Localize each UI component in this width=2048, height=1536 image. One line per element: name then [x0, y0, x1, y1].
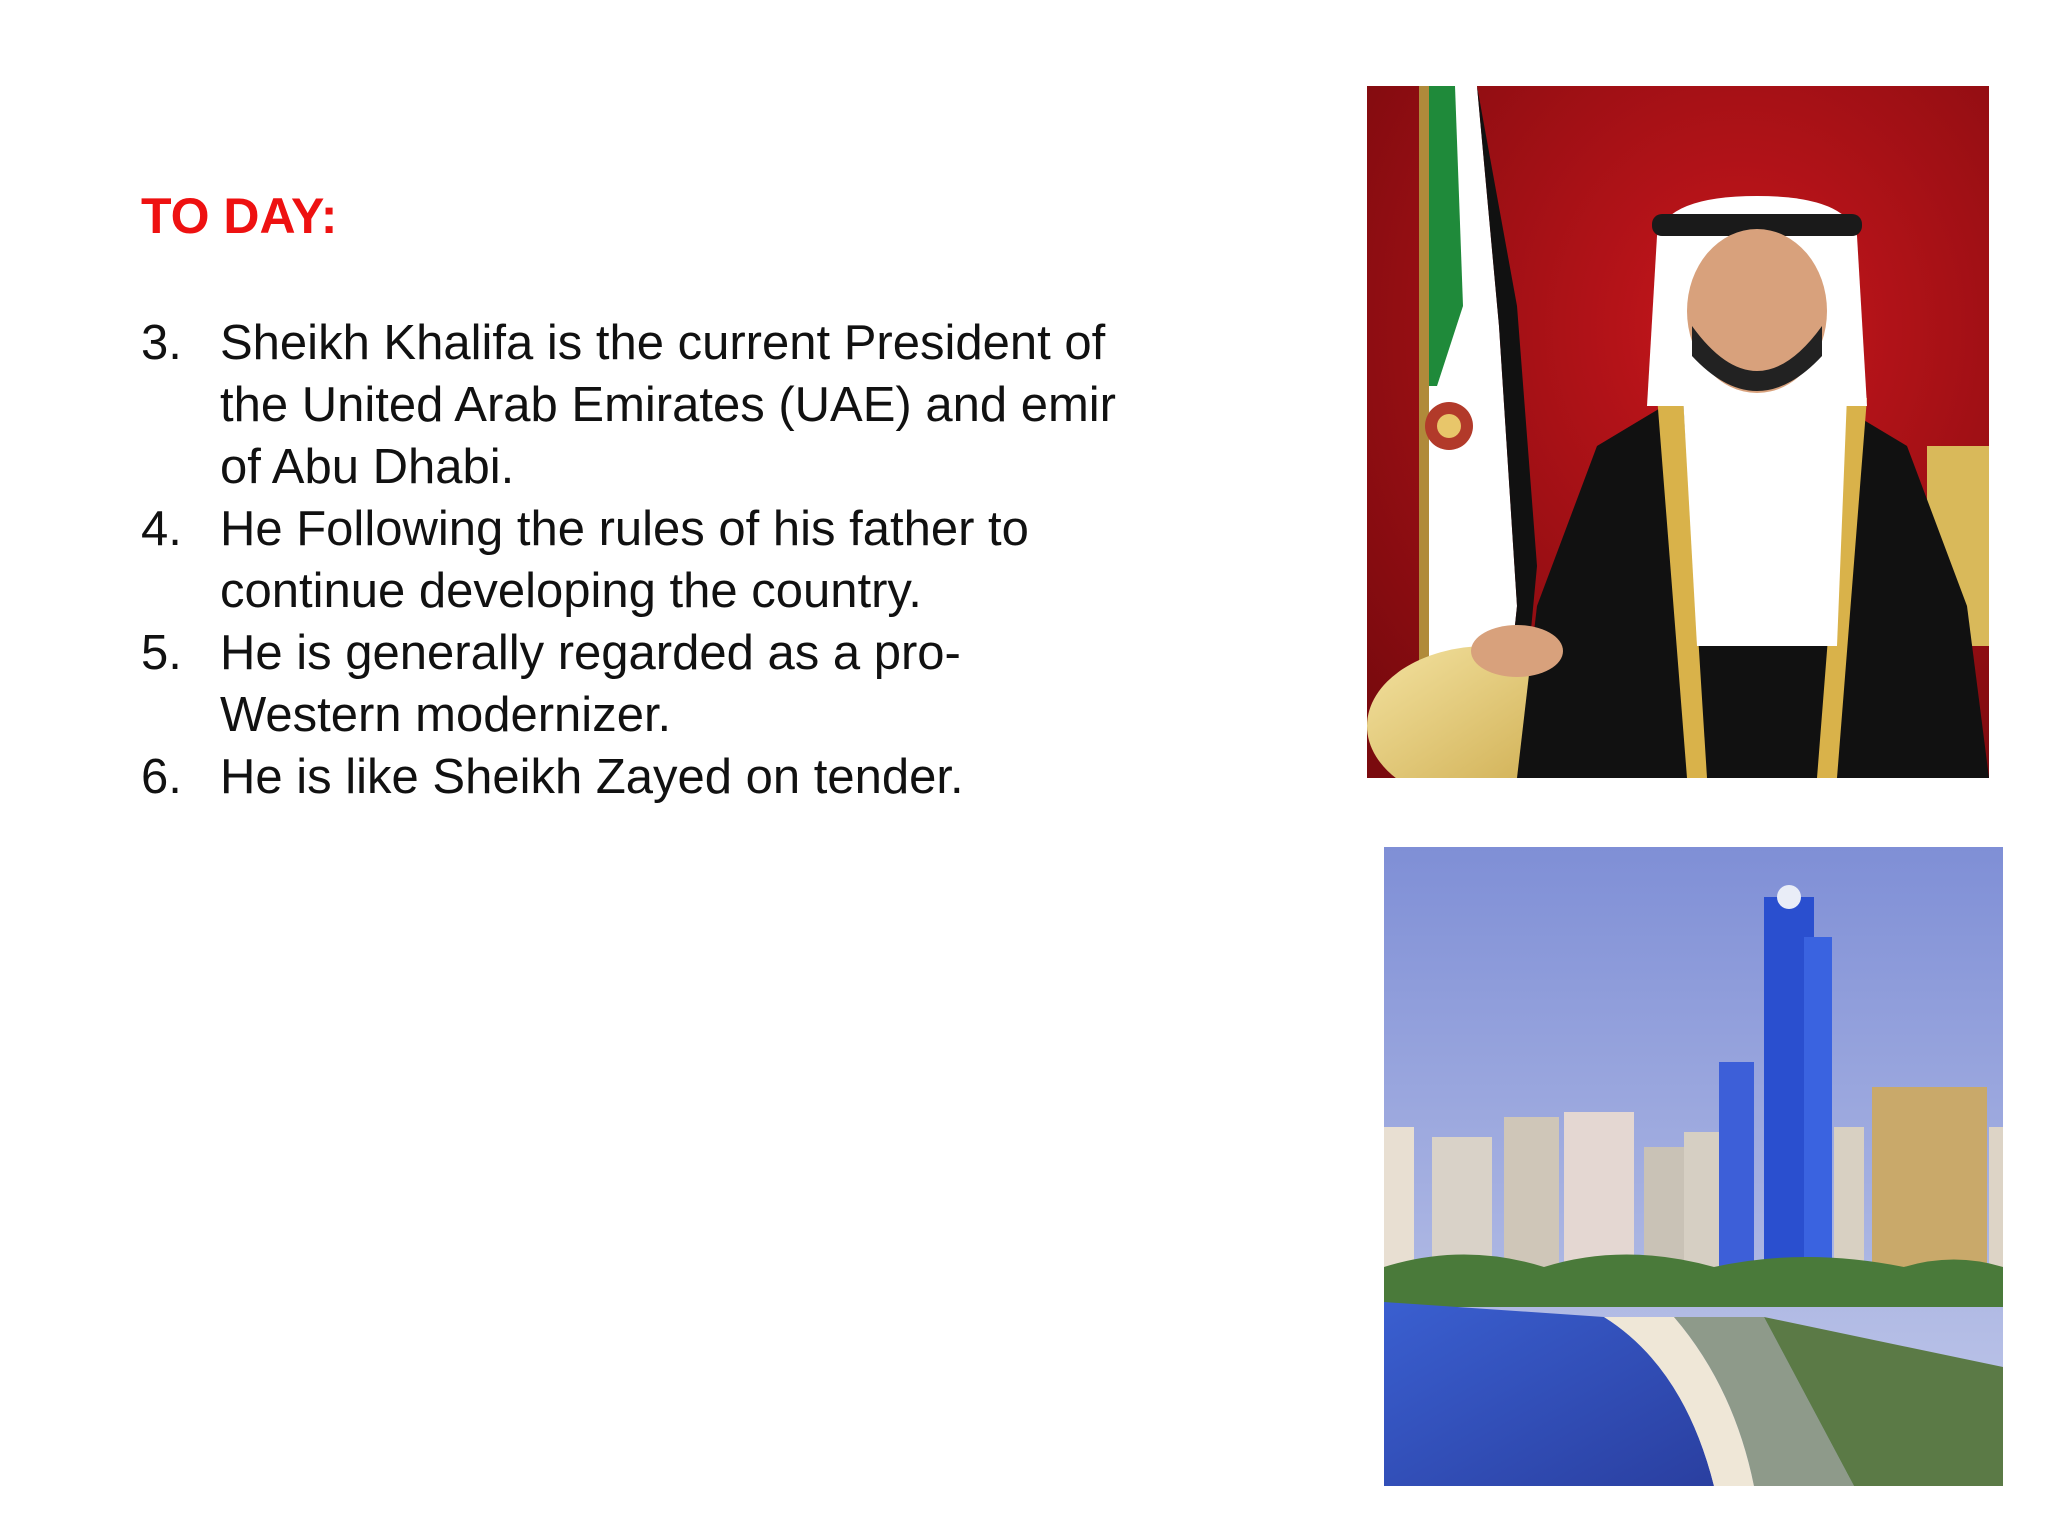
list-item	[141, 498, 1141, 622]
list-item-number: 6.	[141, 750, 182, 804]
skyline-photo	[1384, 847, 2003, 1486]
list-item-number: 3.	[141, 316, 182, 370]
list-item-number: 5.	[141, 626, 182, 680]
portrait-photo	[1367, 86, 1989, 778]
list-item	[141, 622, 1141, 746]
list-item-text: He is generally regarded as a pro-Western modernizer.	[220, 626, 961, 742]
list-item-text: Sheikh Khalifa is the current President of the United Arab Emirates (UAE) and emir of Abu Dhabi.	[220, 316, 1116, 494]
portrait-illustration	[1367, 86, 1989, 778]
list-item	[141, 312, 1141, 498]
list-item-text: He is like Sheikh Zayed on tender.	[220, 750, 964, 804]
skyline-illustration	[1384, 847, 2003, 1486]
list-item-text: He Following the rules of his father to continue developing the country.	[220, 502, 1029, 618]
list-item	[141, 746, 1141, 808]
bullet-list	[141, 312, 1141, 808]
list-item-number: 4.	[141, 502, 182, 556]
slide-heading: TO DAY:	[141, 188, 338, 244]
